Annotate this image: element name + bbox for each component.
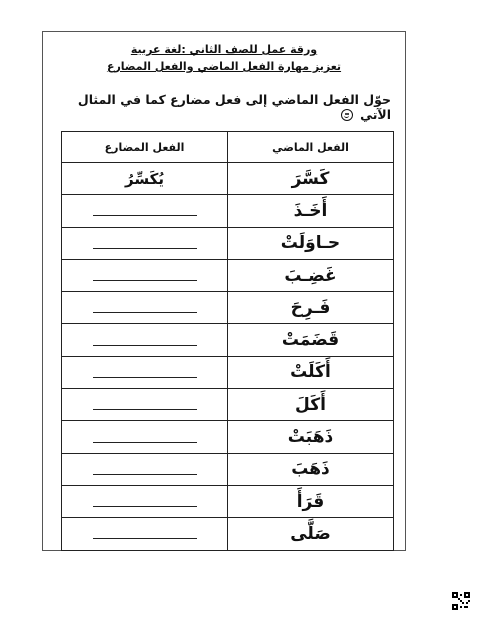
present-verb-cell [62,227,228,259]
table-row [62,356,394,388]
present-verb-cell [62,324,228,356]
answer-blank-line[interactable] [93,528,197,539]
answer-blank-line[interactable] [93,238,197,249]
past-verb: غَضِـبَ [228,259,394,291]
answer-blank-line[interactable] [93,270,197,281]
smiley-icon [341,109,353,121]
worksheet-subtitle: تعزيز مهارة الفعل الماضي والفعل المضارع [106,60,342,73]
answer-blank-line[interactable] [93,205,197,216]
present-verb-cell [62,356,228,388]
past-verb: حـاوَلَتْ [228,227,394,259]
present-verb-cell [62,259,228,291]
past-verb: ذَهَبَتْ [228,421,394,453]
worksheet-title: ورقة عمل للصف الثاني :لغة عربية [130,43,318,56]
table-row [62,195,394,227]
present-verb-cell [62,453,228,485]
answer-blank-line[interactable] [93,302,197,313]
present-verb-cell [62,485,228,517]
table-row [62,453,394,485]
past-verb: ذَهَبَ [228,453,394,485]
answer-blank-line[interactable] [93,335,197,346]
qr-code-icon [452,592,470,610]
table-row [62,421,394,453]
answer-blank-line[interactable] [93,399,197,410]
worksheet [42,31,406,551]
past-verb: كَسَّرَ [228,163,394,195]
present-verb-cell [62,389,228,421]
past-verb: أَخَـذَ [228,195,394,227]
present-verb-example: يُكَسِّرُ [62,163,228,195]
answer-blank-line[interactable] [93,496,197,507]
past-verb: قَرَأَ [228,485,394,517]
table-row [62,227,394,259]
col-header-present: الفعل المضارع [62,132,228,163]
present-verb-cell [62,292,228,324]
present-verb-cell [62,518,228,550]
table-header-row [62,132,394,163]
past-verb: فَـرِحَ [228,292,394,324]
col-header-past: الفعل الماضي [228,132,394,163]
table-row [62,485,394,517]
answer-blank-line[interactable] [93,464,197,475]
table-row [62,292,394,324]
present-verb-cell [62,421,228,453]
past-verb: صَلَّى [228,518,394,550]
table-row [62,518,394,550]
present-verb-cell [62,195,228,227]
instruction [43,92,391,122]
past-verb: قَضَمَتْ [228,324,394,356]
past-verb: أَكَلَتْ [228,356,394,388]
past-verb: أَكَلَ [228,389,394,421]
table-row [62,259,394,291]
table-row [62,389,394,421]
table-row [62,324,394,356]
table-row [62,163,394,195]
answer-blank-line[interactable] [93,367,197,378]
verbs-table [61,131,394,551]
instruction-text: حوّل الفعل الماضي إلى فعل مضارع كما في المثال الآتي [77,92,391,122]
answer-blank-line[interactable] [93,432,197,443]
